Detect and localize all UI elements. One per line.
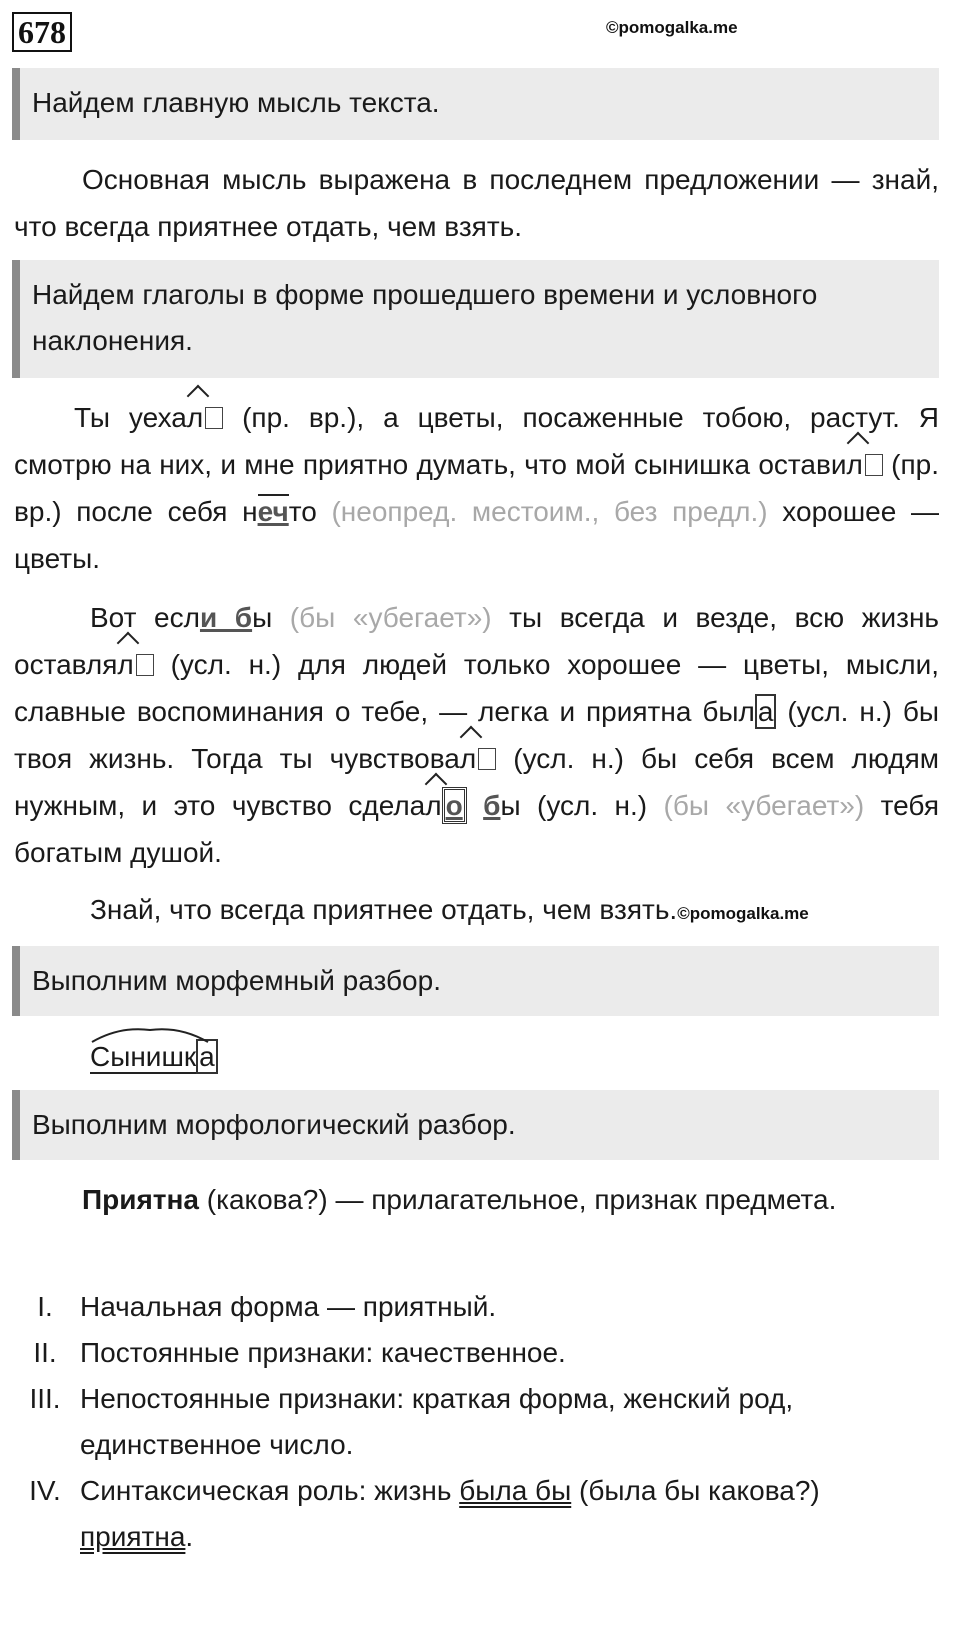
morphology-intro: Приятна (какова?) — прилагательное, признак предмета. [82,1184,837,1215]
predicate-underline: приятна [80,1521,186,1552]
section-heading-main-idea: Найдем главную мысль текста. [12,68,939,140]
morphology-list [10,1284,940,1560]
section-heading-morpheme: Выполним морфемный разбор. [12,946,939,1016]
list-item: I. Начальная форма — приятный. [37,1291,497,1322]
section-heading-verbs: Найдем глаголы в форме прошедшего времени и условного наклонения. [12,260,939,378]
suffix-mark: л [425,790,442,821]
task-number: 678 [12,12,72,52]
grey-note: (бы «убегает») [647,790,865,821]
ending-box: а [755,694,777,729]
ending-box: о [442,787,467,824]
suffix-mark: л [186,402,204,433]
prefix-mark: еч [257,496,289,527]
null-ending-box [865,454,883,476]
ending-box: а [196,1039,218,1074]
suffix-mark: л [117,649,134,680]
section-heading-morphology: Выполним морфологический разбор. [12,1090,939,1160]
grey-note: (неопред. местоим., без предл.) [316,496,768,527]
list-item: II. Постоянные признаки: качественное. [33,1337,566,1368]
suffix-mark: л [846,449,863,480]
watermark: ©pomogalka.me [606,18,738,37]
morpheme-word [90,1034,218,1080]
list-item: III. Непостоянные признаки: краткая форма, женский род, единственное число. [29,1383,794,1460]
suffix-mark: л [459,743,477,774]
verbs-paragraph-3: Знай, что всегда приятнее отдать, чем взять.©pomogalka.me [90,894,809,925]
grey-note: (бы «убегает») [272,602,492,633]
morpheme-stem: Сынишк [90,1041,197,1072]
null-ending-box [136,654,154,676]
main-idea-text: Основная мысль выражена в последнем предложении — знай, что всегда приятнее отдать, чем взять. [14,164,939,242]
predicate-underline: была бы [459,1475,572,1506]
verbs-paragraph-2: Вот если бы (бы «убегает») ты всегда и везде, всю жизнь оставлял (усл. н.) для людей только хорошее — цветы, мысли, славные воспоминания о тебе, — легка и приятна был а (усл. н.) бы твоя жизнь. Тогда ты чувствовал (усл. н.) бы себя всем людям нужным, и это чувство сделал о бы (усл. н.) (бы «убегает») тебя богатым душой. [14,602,940,868]
list-item: IV. Синтаксическая роль: жизнь была бы (была бы какова?) приятна. [29,1475,820,1552]
watermark: ©pomogalka.me [677,904,809,923]
verbs-paragraph-1: Ты уехал (пр. вр.), а цветы, посаженные тобою, растут. Я смотрю на них, и мне приятно думать, что мой сынишка оставил (пр. вр.) после себя нечто (неопред. местоим., без предл.) хорошее — цветы. [14,402,940,574]
underlined-letter: б [483,790,501,821]
null-ending-box [478,748,496,770]
null-ending-box [205,407,223,429]
underlined-letters: и б [199,602,253,633]
